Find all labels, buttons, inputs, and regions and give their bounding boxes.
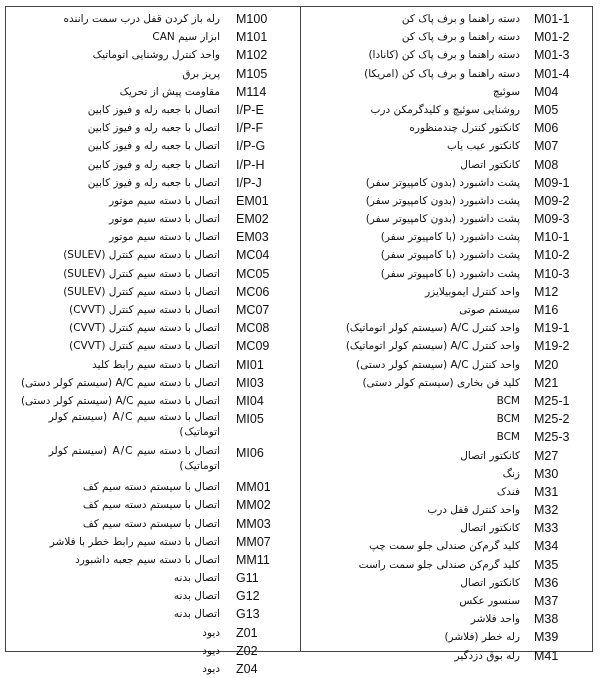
connector-description: روشنایی سوئیچ و کلیدگرمکن درب <box>370 103 520 116</box>
connector-description: اتصال با سیستم دسته سیم کف <box>82 517 220 530</box>
connector-description: دسته راهنما و برف پاک کن <box>401 31 520 44</box>
connector-code: M10-1 <box>534 230 570 245</box>
connector-code: EM01 <box>236 193 269 208</box>
connector-description: اتصال با دسته سیم کنترل (SULEV) <box>63 285 220 298</box>
connector-description: مقاومت پیش از تحریک <box>119 85 220 98</box>
table-row <box>302 519 590 537</box>
connector-code: M25-2 <box>534 412 570 427</box>
connector-code: M114 <box>236 84 267 99</box>
connector-description: BCM <box>496 413 520 426</box>
table-row <box>302 156 590 174</box>
connector-code: M05 <box>534 102 559 117</box>
connector-description: اتصال با دسته سیم موتور <box>109 231 220 244</box>
connector-description: ابزار سیم CAN <box>152 31 220 44</box>
connector-description: اتصال با دسته سیم کنترل (CVVT) <box>69 304 220 316</box>
connector-description: کانکتور اتصال <box>460 522 520 535</box>
connector-code: I/P-J <box>236 175 262 190</box>
table-row <box>8 28 298 46</box>
connector-description: اتصال با جعبه رله و فیوز کابین <box>87 158 220 171</box>
table-row <box>302 392 590 410</box>
connector-description: دسته راهنما و برف پاک کن (کانادا) <box>368 49 520 62</box>
connector-description: اتصال با دسته سیم موتور <box>109 213 220 226</box>
table-row <box>302 592 590 610</box>
table-row <box>8 569 298 587</box>
connector-description: اتصال با دسته سیم کنترل (CVVT) <box>69 340 220 353</box>
connector-description: BCM <box>496 431 520 444</box>
connector-code: MM07 <box>236 534 271 549</box>
connector-code: MI05 <box>236 412 264 427</box>
connector-description: اتصال بدنه <box>173 590 220 603</box>
table-row <box>302 610 590 628</box>
connector-description: فندک <box>496 485 520 498</box>
connector-code: M01-4 <box>534 66 570 81</box>
table-row <box>8 192 298 210</box>
connector-code: M105 <box>236 66 268 81</box>
connector-code: M36 <box>534 575 559 590</box>
connector-description: کلید گرم‌کن صندلی جلو سمت راست <box>358 558 520 571</box>
table-row <box>8 319 298 337</box>
table-row <box>302 647 590 665</box>
connector-code: M20 <box>534 357 559 372</box>
connector-code: M16 <box>534 303 559 317</box>
table-row <box>8 83 298 101</box>
connector-description: کانکتور اتصال <box>460 576 520 589</box>
table-row <box>8 246 298 264</box>
table-row <box>8 101 298 119</box>
connector-description: اتصال با دسته سیم کنترل (CVVT) <box>69 322 220 335</box>
table-row <box>8 515 298 533</box>
connector-code: M01-1 <box>534 12 570 26</box>
connector-code: M25-1 <box>534 393 570 408</box>
connector-description: واحد کنترل A/C (سیستم کولر اتوماتیک) <box>345 340 520 353</box>
connector-description: اتصال با دسته سیم A/C (سیستم کولر دستی) <box>20 394 220 407</box>
connector-description: پشت داشبورد (با کامپیوتر سفر) <box>380 267 520 280</box>
table-row <box>8 392 298 410</box>
connector-description: کانکتور عیب یاب <box>446 140 520 153</box>
connector-description: پشت داشبورد (بدون کامپیوتر سفر) <box>365 176 520 189</box>
table-row <box>8 642 298 660</box>
connector-code: M35 <box>534 557 559 572</box>
table-row <box>302 101 590 119</box>
connector-code: M09-1 <box>534 175 570 190</box>
connector-description: اتصال با دسته سیم موتور <box>109 194 220 207</box>
connector-code: M100 <box>236 12 268 26</box>
table-row <box>302 265 590 283</box>
table-row <box>302 428 590 446</box>
table-row <box>8 283 298 301</box>
table-row <box>302 28 590 46</box>
table-row <box>8 587 298 605</box>
connector-description: رله خطر (فلاشر) <box>444 631 520 644</box>
connector-code: MM11 <box>236 552 270 567</box>
table-row <box>302 410 590 428</box>
table-row <box>8 410 298 444</box>
connector-code: M30 <box>534 466 559 481</box>
connector-description: واحد فلاشر <box>470 613 520 626</box>
connector-description: اتصال بدنه <box>173 608 220 621</box>
connector-code: M19-1 <box>534 321 570 336</box>
table-row <box>302 192 590 210</box>
connector-description: کانکتور اتصال <box>460 158 520 171</box>
table-row <box>302 246 590 264</box>
right-column <box>302 10 590 665</box>
connector-description: اتصال با جعبه رله و فیوز کابین <box>87 176 220 189</box>
table-row <box>302 174 590 192</box>
connector-description: اتصال با سیستم دسته سیم کف <box>82 481 220 494</box>
table-row <box>302 46 590 64</box>
connector-description: زنگ <box>502 467 520 480</box>
connector-code: MI06 <box>236 446 264 461</box>
connector-description: رله بوق دزدگیر <box>454 649 520 662</box>
connector-description: اتصال با دسته سیم رابط کلید <box>92 358 220 371</box>
connector-code: MI04 <box>236 393 264 408</box>
table-row <box>8 301 298 319</box>
connector-code: M27 <box>534 448 559 463</box>
table-row <box>302 301 590 319</box>
connector-description: اتصال با دسته سیم رابط خطر با فلاشر <box>49 535 220 548</box>
connector-description: دیود <box>202 663 220 675</box>
connector-description: اتصال با جعبه رله و فیوز کابین <box>87 140 220 153</box>
table-row <box>8 228 298 246</box>
table-row <box>8 65 298 83</box>
connector-code: MM02 <box>236 498 271 513</box>
table-row <box>8 624 298 642</box>
connector-code: MI03 <box>236 375 264 390</box>
connector-description: دسته راهنما و برف پاک کن (امریکا) <box>364 67 520 80</box>
table-row <box>8 533 298 551</box>
table-row <box>302 465 590 483</box>
table-row <box>302 83 590 101</box>
connector-code: Z04 <box>236 662 258 676</box>
connector-description: دسته راهنما و برف پاک کن <box>401 13 520 25</box>
connector-code: M33 <box>534 521 559 536</box>
connector-code: MC07 <box>236 303 270 317</box>
connector-code: MC09 <box>236 339 270 354</box>
connector-code: I/P-E <box>236 102 264 117</box>
connector-code: I/P-F <box>236 121 264 136</box>
connector-code: M06 <box>534 121 559 136</box>
table-row <box>302 501 590 519</box>
table-row <box>302 283 590 301</box>
table-row <box>302 374 590 392</box>
connector-code: M12 <box>534 284 559 299</box>
connector-code: M08 <box>534 157 559 172</box>
connector-code: M101 <box>236 30 268 45</box>
connector-code: M01-2 <box>534 30 570 45</box>
table-row <box>302 556 590 574</box>
table-row <box>8 496 298 514</box>
table-row <box>302 483 590 501</box>
table-row <box>302 537 590 555</box>
connector-code: M34 <box>534 539 559 554</box>
connector-description: پشت داشبورد (با کامپیوتر سفر) <box>380 249 520 262</box>
table-row <box>8 551 298 569</box>
connector-description: واحد کنترل A/C (سیستم کولر اتوماتیک) <box>345 322 520 335</box>
table-row <box>302 137 590 155</box>
connector-description: واحد کنترل ایموبیلایزر <box>425 285 520 298</box>
connector-code: I/P-G <box>236 139 266 154</box>
connector-code: M04 <box>534 84 559 99</box>
table-row <box>8 444 298 478</box>
connector-code: EM02 <box>236 212 269 227</box>
table-row <box>302 228 590 246</box>
table-row <box>302 210 590 228</box>
table-row <box>8 137 298 155</box>
table-row <box>8 265 298 283</box>
connector-code: EM03 <box>236 230 269 245</box>
table-row <box>8 46 298 64</box>
connector-code: M19-2 <box>534 339 570 354</box>
connector-code: G12 <box>236 589 260 604</box>
connector-code: MC06 <box>236 284 270 299</box>
connector-description: پریز برق <box>182 67 220 80</box>
connector-description: اتصال با دسته سیم کنترل (SULEV) <box>63 249 220 262</box>
connector-description: اتصال بدنه <box>173 572 220 585</box>
connector-code: M10-2 <box>534 248 570 263</box>
table-row <box>8 605 298 623</box>
connector-description: اتصال با دسته سیم A/C (سیستم کولر اتوماتیک) <box>48 411 220 439</box>
table-row <box>8 374 298 392</box>
connector-code: MI01 <box>236 357 264 372</box>
connector-description: واحد کنترل قفل درب <box>427 504 520 517</box>
table-row <box>8 356 298 374</box>
left-column <box>8 10 298 678</box>
connector-code: M31 <box>534 484 559 499</box>
connector-description: سیستم صوتی <box>459 304 520 316</box>
connector-code: M01-3 <box>534 48 570 63</box>
connector-code: M07 <box>534 139 559 154</box>
table-row <box>8 210 298 228</box>
connector-code: M102 <box>236 48 268 63</box>
connector-code: G11 <box>236 571 259 586</box>
table-row <box>302 10 590 28</box>
table-row <box>302 337 590 355</box>
table-row <box>302 447 590 465</box>
table-row <box>8 10 298 28</box>
connector-description: اتصال با دسته سیم کنترل (SULEV) <box>63 267 220 280</box>
connector-description: سنسور عکس <box>459 595 520 607</box>
connector-description: کلید گرم‌کن صندلی جلو سمت چپ <box>368 540 520 553</box>
table-row <box>8 156 298 174</box>
connector-code: M38 <box>534 612 559 627</box>
connector-code: Z01 <box>236 625 258 640</box>
connector-description: اتصال با دسته سیم جعبه داشبورد <box>75 553 220 566</box>
connector-description: اتصال با سیستم دسته سیم کف <box>82 499 220 512</box>
connector-code: M09-3 <box>534 212 570 227</box>
connector-code: M21 <box>534 375 559 390</box>
connector-description: BCM <box>496 394 520 407</box>
connector-code: M41 <box>534 648 559 663</box>
table-row <box>302 628 590 646</box>
connector-description: اتصال با جعبه رله و فیوز کابین <box>87 103 220 116</box>
connector-code: MC05 <box>236 266 270 281</box>
connector-code: MM01 <box>236 480 271 495</box>
connector-description: کلید فن بخاری (سیستم کولر دستی) <box>362 376 520 389</box>
table-row <box>302 65 590 83</box>
connector-description: واحد کنترل A/C (سیستم کولر دستی) <box>355 358 520 371</box>
connector-code: G13 <box>236 607 260 622</box>
connector-code: MC08 <box>236 321 270 336</box>
connector-description: کانکتور کنترل چندمنظوره <box>409 122 520 135</box>
table-row <box>302 119 590 137</box>
connector-description: رله باز کردن قفل درب سمت راننده <box>63 13 220 25</box>
connector-description: کانکتور اتصال <box>460 449 520 462</box>
connector-description: دیود <box>202 644 220 657</box>
connector-code: M32 <box>534 503 559 518</box>
connector-description: پشت داشبورد (بدون کامپیوتر سفر) <box>365 194 520 207</box>
connector-code: Z02 <box>236 643 258 658</box>
connector-description: اتصال با دسته سیم A/C (سیستم کولر اتوماتیک) <box>48 445 220 473</box>
connector-code: M10-3 <box>534 266 570 281</box>
table-row <box>302 356 590 374</box>
connector-code: M39 <box>534 630 559 645</box>
table-row <box>8 119 298 137</box>
connector-code: M09-2 <box>534 193 570 208</box>
connector-description: سوئیچ <box>492 85 520 98</box>
table-row <box>302 319 590 337</box>
connector-description: اتصال با جعبه رله و فیوز کابین <box>87 122 220 135</box>
table-row <box>8 337 298 355</box>
connector-code: I/P-H <box>236 157 265 172</box>
column-divider <box>300 6 301 652</box>
table-row <box>8 660 298 678</box>
connector-description: دیود <box>202 626 220 639</box>
connector-description: واحد کنترل روشنایی اتوماتیک <box>92 49 220 62</box>
connector-code: MC04 <box>236 248 270 263</box>
table-row <box>8 478 298 496</box>
table-row <box>302 574 590 592</box>
connector-code: M25-3 <box>534 430 570 445</box>
connector-description: پشت داشبورد (بدون کامپیوتر سفر) <box>365 213 520 226</box>
connector-description: پشت داشبورد (با کامپیوتر سفر) <box>380 231 520 244</box>
connector-code: MM03 <box>236 516 271 531</box>
connector-description: اتصال با دسته سیم A/C (سیستم کولر دستی) <box>20 376 220 389</box>
table-row <box>8 174 298 192</box>
connector-code: M37 <box>534 594 559 608</box>
